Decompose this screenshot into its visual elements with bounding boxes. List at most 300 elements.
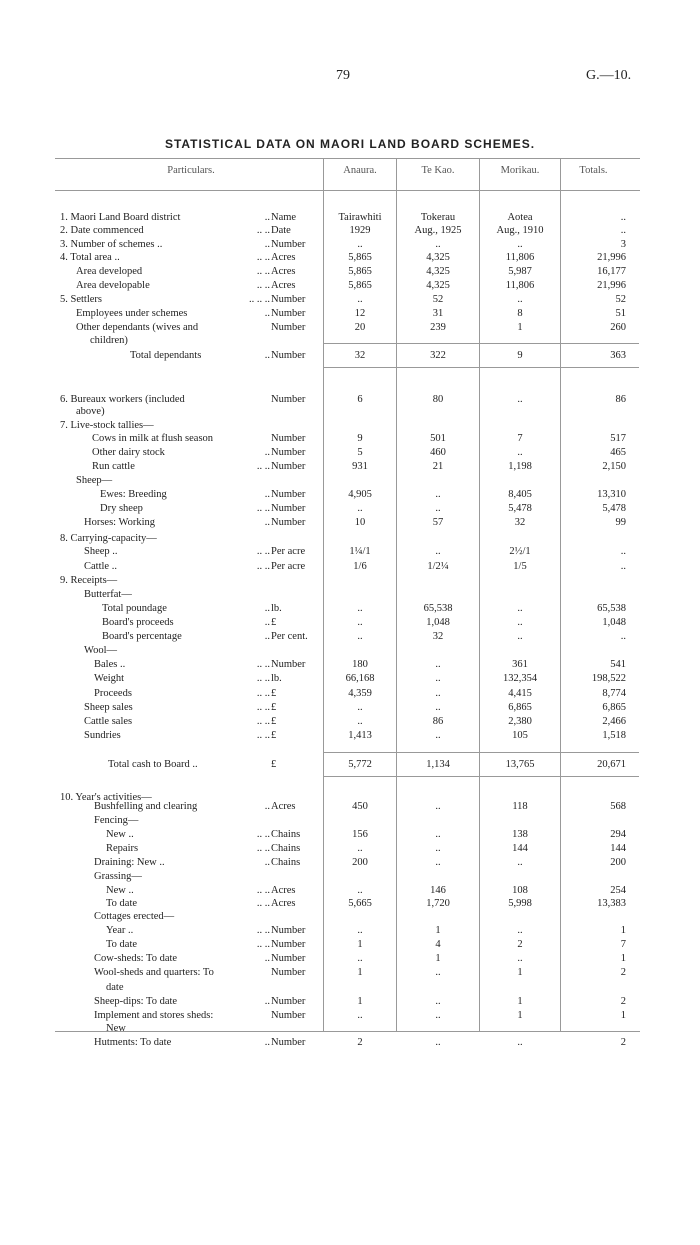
- row-leader-dots: .. ..: [256, 843, 270, 854]
- row-label: Board's percentage: [102, 631, 182, 642]
- cell-totals: 6,865: [602, 702, 626, 713]
- cell-morikau: 2,380: [508, 716, 532, 727]
- row-label: Hutments: To date: [94, 1037, 172, 1048]
- row-unit: Number: [271, 294, 306, 305]
- row-unit: Number: [271, 1010, 306, 1021]
- cell-te-kao: 322: [430, 350, 446, 361]
- cell-morikau: 138: [512, 829, 528, 840]
- cell-totals: 1,518: [602, 730, 626, 741]
- cell-totals: 198,522: [591, 673, 626, 684]
- row-unit: lb.: [271, 603, 282, 614]
- cell-morikau: 9: [517, 350, 523, 361]
- row-label: Run cattle: [92, 461, 135, 472]
- cell-totals: ..: [620, 561, 626, 572]
- row-label: Sheep—: [76, 475, 113, 486]
- row-unit: Name: [271, 212, 297, 223]
- row-unit: Number: [271, 322, 306, 333]
- row-label: Ewes: Breeding: [100, 489, 167, 500]
- cell-anaura: 1: [357, 967, 363, 978]
- row-label: children): [90, 335, 128, 346]
- row-unit: Number: [271, 967, 306, 978]
- cell-te-kao: ..: [435, 801, 441, 812]
- row-label: above): [76, 406, 105, 417]
- cell-te-kao: ..: [435, 546, 441, 557]
- row-leader-dots: ..: [264, 308, 270, 319]
- cell-te-kao: 57: [432, 517, 444, 528]
- cell-totals: 541: [610, 659, 626, 670]
- row-label: Proceeds: [94, 688, 132, 699]
- col-header-morikau: Morikau.: [500, 165, 540, 176]
- cell-totals: 13,383: [597, 898, 626, 909]
- cell-te-kao: 146: [430, 885, 446, 896]
- row-leader-dots: ..: [264, 239, 270, 250]
- row-label: 9. Receipts—: [60, 575, 118, 586]
- cell-totals: 51: [615, 308, 626, 319]
- cell-totals: 99: [615, 517, 626, 528]
- row-label: Other dairy stock: [92, 447, 165, 458]
- row-label: Total dependants: [130, 350, 202, 361]
- cell-te-kao: ..: [435, 688, 441, 699]
- cell-totals: 260: [610, 322, 626, 333]
- row-leader-dots: .. ..: [256, 673, 270, 684]
- row-label: 7. Live-stock tallies—: [60, 420, 154, 431]
- cell-morikau: 1: [517, 996, 523, 1007]
- row-leader-dots: ..: [264, 603, 270, 614]
- row-leader-dots: ..: [264, 489, 270, 500]
- cell-anaura: 2: [357, 1037, 363, 1048]
- row-unit: Per acre: [271, 546, 306, 557]
- row-unit: Chains: [271, 829, 301, 840]
- cell-morikau: 361: [512, 659, 528, 670]
- cell-anaura: 5,865: [348, 280, 372, 291]
- cell-anaura: 5,865: [348, 252, 372, 263]
- total-rule: [324, 776, 396, 777]
- cell-morikau: 32: [514, 517, 526, 528]
- row-label: Implement and stores sheds:: [94, 1010, 214, 1021]
- row-label: Wool—: [84, 645, 117, 656]
- cell-morikau: 8,405: [508, 489, 532, 500]
- row-unit: Number: [271, 461, 306, 472]
- row-label: Employees under schemes: [76, 308, 188, 319]
- total-rule: [561, 367, 639, 368]
- row-leader-dots: .. ..: [256, 716, 270, 727]
- cell-anaura: 12: [354, 308, 366, 319]
- cell-morikau: 118: [512, 801, 528, 812]
- cell-anaura: ..: [357, 843, 363, 854]
- cell-te-kao: 1,134: [426, 759, 450, 770]
- cell-totals: 294: [610, 829, 626, 840]
- cell-te-kao: 1: [435, 953, 441, 964]
- cell-te-kao: ..: [435, 857, 441, 868]
- cell-morikau: 4,415: [508, 688, 532, 699]
- row-label: Grassing—: [94, 871, 142, 882]
- row-leader-dots: .. .. ..: [249, 294, 270, 305]
- row-unit: £: [271, 716, 277, 727]
- cell-morikau: ..: [517, 603, 523, 614]
- cell-totals: 517: [610, 433, 626, 444]
- row-label: date: [106, 982, 124, 993]
- row-leader-dots: ..: [264, 996, 270, 1007]
- row-label: Cattle sales: [84, 716, 133, 727]
- row-label: New ..: [106, 829, 134, 840]
- row-label: Bales ..: [94, 659, 126, 670]
- cell-te-kao: ..: [435, 1010, 441, 1021]
- row-unit: lb.: [271, 673, 282, 684]
- row-leader-dots: ..: [264, 631, 270, 642]
- cell-te-kao: ..: [435, 967, 441, 978]
- row-unit: Per cent.: [271, 631, 308, 642]
- total-rule: [397, 776, 479, 777]
- row-unit: Number: [271, 489, 306, 500]
- total-rule: [561, 752, 639, 753]
- cell-anaura: 10: [354, 517, 366, 528]
- cell-morikau: ..: [517, 617, 523, 628]
- cell-anaura: 9: [357, 433, 363, 444]
- cell-totals: 7: [620, 939, 626, 950]
- row-leader-dots: ..: [264, 857, 270, 868]
- cell-totals: 5,478: [602, 503, 626, 514]
- cell-te-kao: 1: [435, 925, 441, 936]
- cell-anaura: 931: [352, 461, 368, 472]
- row-leader-dots: .. ..: [256, 561, 270, 572]
- cell-morikau: 1/5: [513, 561, 527, 572]
- row-label: 5. Settlers: [60, 294, 102, 305]
- col-header-particulars: Particulars.: [167, 165, 215, 176]
- cell-anaura: ..: [357, 631, 363, 642]
- cell-morikau: 8: [517, 308, 523, 319]
- row-unit: Number: [271, 939, 306, 950]
- col-header-te-kao: Te Kao.: [421, 165, 455, 176]
- cell-anaura: 1929: [349, 225, 371, 236]
- row-unit: Acres: [271, 266, 296, 277]
- cell-anaura: 1: [357, 939, 363, 950]
- cell-morikau: 5,998: [508, 898, 532, 909]
- cell-morikau: 13,765: [505, 759, 535, 770]
- row-label: Bushfelling and clearing: [94, 801, 198, 812]
- row-label: To date: [106, 939, 138, 950]
- row-unit: Date: [271, 225, 291, 236]
- cell-anaura: 1¼/1: [349, 546, 371, 557]
- row-label: Sheep ..: [84, 546, 118, 557]
- row-leader-dots: .. ..: [256, 829, 270, 840]
- cell-anaura: ..: [357, 925, 363, 936]
- cell-morikau: ..: [517, 857, 523, 868]
- cell-anaura: 5,772: [348, 759, 372, 770]
- cell-te-kao: ..: [435, 659, 441, 670]
- total-rule: [397, 343, 479, 344]
- cell-totals: 144: [610, 843, 626, 854]
- row-unit: Number: [271, 659, 306, 670]
- row-leader-dots: ..: [264, 953, 270, 964]
- cell-totals: 1: [620, 1010, 626, 1021]
- row-label: Cow-sheds: To date: [94, 953, 178, 964]
- cell-totals: 13,310: [597, 489, 626, 500]
- row-unit: Number: [271, 996, 306, 1007]
- cell-totals: 465: [610, 447, 626, 458]
- row-leader-dots: .. ..: [256, 925, 270, 936]
- cell-te-kao: ..: [435, 996, 441, 1007]
- cell-anaura: 20: [354, 322, 366, 333]
- row-unit: Number: [271, 308, 306, 319]
- cell-anaura: ..: [357, 953, 363, 964]
- row-label: Year ..: [106, 925, 134, 936]
- row-label: 2. Date commenced: [60, 225, 144, 236]
- total-rule: [397, 752, 479, 753]
- row-unit: Acres: [271, 885, 296, 896]
- row-leader-dots: .. ..: [256, 503, 270, 514]
- cell-te-kao: ..: [435, 843, 441, 854]
- row-label: 6. Bureaux workers (included: [60, 394, 185, 405]
- cell-totals: 200: [610, 857, 626, 868]
- col-header-anaura: Anaura.: [343, 165, 377, 176]
- row-unit: £: [271, 730, 277, 741]
- cell-totals: 65,538: [597, 603, 626, 614]
- row-leader-dots: ..: [264, 212, 270, 223]
- row-leader-dots: .. ..: [256, 225, 270, 236]
- cell-morikau: 11,806: [505, 280, 535, 291]
- cell-totals: 2: [620, 967, 626, 978]
- row-leader-dots: ..: [264, 617, 270, 628]
- cell-totals: 1: [620, 925, 626, 936]
- cell-anaura: 5,665: [348, 898, 372, 909]
- row-leader-dots: .. ..: [256, 461, 270, 472]
- row-unit: Acres: [271, 898, 296, 909]
- cell-anaura: 5: [357, 447, 363, 458]
- cell-totals: 52: [615, 294, 626, 305]
- row-unit: Chains: [271, 843, 301, 854]
- cell-te-kao: ..: [435, 829, 441, 840]
- cell-anaura: 156: [352, 829, 368, 840]
- cell-totals: 86: [615, 394, 626, 405]
- row-leader-dots: .. ..: [256, 898, 270, 909]
- row-label: Draining: New ..: [94, 857, 165, 868]
- row-label: Wool-sheds and quarters: To: [94, 967, 214, 978]
- cell-anaura: 200: [352, 857, 368, 868]
- row-leader-dots: ..: [264, 517, 270, 528]
- cell-te-kao: 1/2¼: [427, 561, 449, 572]
- cell-te-kao: ..: [435, 702, 441, 713]
- cell-te-kao: 501: [430, 433, 446, 444]
- cell-te-kao: ..: [435, 673, 441, 684]
- row-unit: Number: [271, 394, 306, 405]
- cell-totals: 254: [610, 885, 626, 896]
- row-label: New ..: [106, 885, 134, 896]
- row-label: Area developed: [76, 266, 143, 277]
- row-label: To date: [106, 898, 138, 909]
- row-label: Area developable: [76, 280, 150, 291]
- cell-te-kao: 65,538: [423, 603, 453, 614]
- cell-morikau: ..: [517, 394, 523, 405]
- cell-morikau: 105: [512, 730, 528, 741]
- cell-anaura: 6: [357, 394, 363, 405]
- cell-te-kao: 239: [430, 322, 446, 333]
- cell-totals: 21,996: [597, 252, 626, 263]
- row-label: Sheep-dips: To date: [94, 996, 178, 1007]
- cell-anaura: ..: [357, 239, 363, 250]
- cell-morikau: 1: [517, 1010, 523, 1021]
- cell-totals: 21,996: [597, 280, 626, 291]
- row-leader-dots: ..: [264, 801, 270, 812]
- cell-te-kao: 21: [432, 461, 444, 472]
- cell-te-kao: 32: [432, 631, 444, 642]
- cell-morikau: ..: [517, 294, 523, 305]
- total-rule: [480, 343, 560, 344]
- total-rule: [480, 776, 560, 777]
- cell-morikau: ..: [517, 925, 523, 936]
- row-label: 1. Maori Land Board district: [60, 212, 181, 223]
- cell-morikau: 108: [512, 885, 528, 896]
- cell-totals: 8,774: [602, 688, 626, 699]
- row-unit: £: [271, 702, 277, 713]
- row-leader-dots: ..: [264, 447, 270, 458]
- row-leader-dots: ..: [264, 350, 270, 361]
- cell-anaura: Tairawhiti: [338, 212, 382, 223]
- row-label: Horses: Working: [84, 517, 155, 528]
- row-leader-dots: .. ..: [256, 280, 270, 291]
- row-unit: Number: [271, 433, 306, 444]
- cell-morikau: 5,478: [508, 503, 532, 514]
- row-unit: Number: [271, 1037, 306, 1048]
- total-rule: [397, 367, 479, 368]
- cell-morikau: 1: [517, 322, 523, 333]
- cell-te-kao: 4: [435, 939, 441, 950]
- row-unit: Chains: [271, 857, 301, 868]
- cell-anaura: 450: [352, 801, 368, 812]
- total-rule: [561, 343, 639, 344]
- row-unit: Number: [271, 350, 306, 361]
- row-label: 8. Carrying-capacity—: [60, 533, 157, 544]
- row-leader-dots: .. ..: [256, 730, 270, 741]
- cell-morikau: 11,806: [505, 252, 535, 263]
- row-unit: £: [271, 688, 277, 699]
- cell-totals: ..: [620, 225, 626, 236]
- cell-anaura: ..: [357, 702, 363, 713]
- cell-te-kao: Aug., 1925: [414, 225, 462, 236]
- cell-te-kao: ..: [435, 489, 441, 500]
- page-number: 79: [336, 68, 350, 83]
- cell-te-kao: 80: [432, 394, 444, 405]
- row-unit: Number: [271, 953, 306, 964]
- row-leader-dots: .. ..: [256, 688, 270, 699]
- cell-totals: 2: [620, 996, 626, 1007]
- cell-anaura: ..: [357, 503, 363, 514]
- cell-morikau: 2½/1: [509, 546, 531, 557]
- total-rule: [561, 776, 639, 777]
- cell-morikau: 5,987: [508, 266, 532, 277]
- cell-anaura: 66,168: [345, 673, 375, 684]
- row-label: New: [106, 1023, 126, 1034]
- cell-anaura: 1,413: [348, 730, 372, 741]
- row-unit: Acres: [271, 801, 296, 812]
- row-label: 4. Total area ..: [60, 252, 120, 263]
- row-label: Total poundage: [102, 603, 167, 614]
- row-unit: Number: [271, 925, 306, 936]
- cell-te-kao: 1,048: [426, 617, 450, 628]
- total-rule: [324, 367, 396, 368]
- cell-totals: 3: [620, 239, 626, 250]
- cell-totals: 20,671: [597, 759, 626, 770]
- row-unit: Number: [271, 517, 306, 528]
- row-label: Cattle ..: [84, 561, 117, 572]
- cell-totals: ..: [620, 546, 626, 557]
- row-unit: Number: [271, 447, 306, 458]
- cell-morikau: ..: [517, 447, 523, 458]
- row-leader-dots: .. ..: [256, 659, 270, 670]
- cell-totals: 1: [620, 953, 626, 964]
- cell-anaura: ..: [357, 1010, 363, 1021]
- cell-morikau: 6,865: [508, 702, 532, 713]
- cell-morikau: 144: [512, 843, 528, 854]
- table-top-rule: [55, 158, 640, 159]
- cell-morikau: 1: [517, 967, 523, 978]
- cell-morikau: 1,198: [508, 461, 532, 472]
- row-label: Cows in milk at flush season: [92, 433, 214, 444]
- cell-morikau: ..: [517, 1037, 523, 1048]
- cell-anaura: 1: [357, 996, 363, 1007]
- cell-morikau: Aotea: [507, 212, 533, 223]
- cell-anaura: 5,865: [348, 266, 372, 277]
- row-leader-dots: .. ..: [256, 885, 270, 896]
- row-leader-dots: .. ..: [256, 939, 270, 950]
- col-header-totals: Totals.: [579, 165, 608, 176]
- cell-anaura: ..: [357, 716, 363, 727]
- row-leader-dots: .. ..: [256, 252, 270, 263]
- cell-te-kao: 31: [432, 308, 444, 319]
- row-unit: Number: [271, 503, 306, 514]
- cell-te-kao: 4,325: [426, 280, 450, 291]
- cell-totals: 363: [610, 350, 626, 361]
- cell-te-kao: 460: [430, 447, 446, 458]
- cell-anaura: 4,905: [348, 489, 372, 500]
- row-leader-dots: .. ..: [256, 702, 270, 713]
- cell-anaura: ..: [357, 603, 363, 614]
- row-label: Weight: [94, 673, 125, 684]
- cell-totals: ..: [620, 631, 626, 642]
- cell-anaura: 180: [352, 659, 368, 670]
- total-rule: [324, 752, 396, 753]
- cell-te-kao: 4,325: [426, 266, 450, 277]
- cell-te-kao: Tokerau: [420, 212, 456, 223]
- cell-totals: ..: [620, 212, 626, 223]
- row-unit: Per acre: [271, 561, 306, 572]
- row-leader-dots: ..: [264, 1037, 270, 1048]
- cell-morikau: 132,354: [502, 673, 538, 684]
- document-reference: G.—10.: [586, 68, 632, 83]
- row-label: Total cash to Board ..: [108, 759, 198, 770]
- row-leader-dots: .. ..: [256, 546, 270, 557]
- row-label: 3. Number of schemes ..: [60, 239, 163, 250]
- cell-morikau: 2: [517, 939, 523, 950]
- row-label: Sundries: [84, 730, 121, 741]
- cell-te-kao: 1,720: [426, 898, 450, 909]
- cell-morikau: Aug., 1910: [496, 225, 544, 236]
- cell-morikau: ..: [517, 953, 523, 964]
- row-label: Other dependants (wives and: [76, 322, 199, 333]
- table-title: STATISTICAL DATA ON MAORI LAND BOARD SCHEMES.: [164, 137, 536, 151]
- total-rule: [480, 367, 560, 368]
- cell-anaura: ..: [357, 885, 363, 896]
- cell-totals: 2,466: [602, 716, 626, 727]
- cell-morikau: ..: [517, 631, 523, 642]
- row-label: Dry sheep: [100, 503, 143, 514]
- cell-morikau: 7: [517, 433, 523, 444]
- cell-anaura: 1/6: [353, 561, 367, 572]
- row-label: Butterfat—: [84, 589, 132, 600]
- row-unit: £: [271, 759, 277, 770]
- row-label: Fencing—: [94, 815, 139, 826]
- cell-totals: 568: [610, 801, 626, 812]
- cell-te-kao: ..: [435, 239, 441, 250]
